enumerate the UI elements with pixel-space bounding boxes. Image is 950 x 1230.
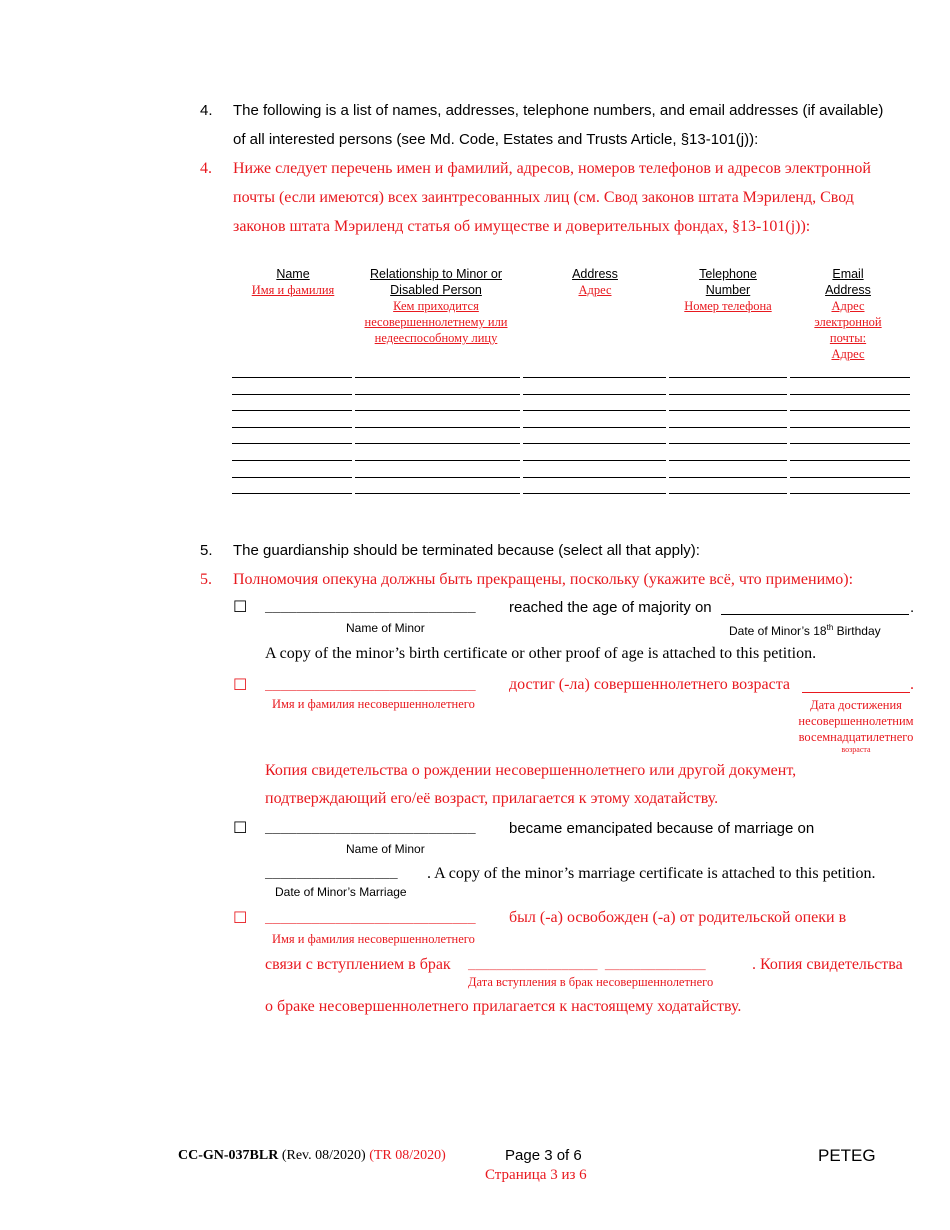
table-row-line[interactable] (523, 410, 666, 411)
column-header-name-en: Name (276, 267, 310, 281)
name-of-minor-blank-2-ru[interactable]: ___________________________ (265, 911, 476, 926)
checkbox-age-majority[interactable]: ☐ (233, 597, 248, 616)
footer-page-en: Page 3 of 6 (505, 1147, 582, 1164)
item-4-en-line2: of all interested persons (see Md. Code, Estates and Trusts Article, §13-101(j)): (233, 131, 759, 148)
name-of-minor-label-2-ru: Имя и фамилия несовершеннолетнего (272, 932, 475, 946)
item-4-ru-line1: Ниже следует перечень имен и фамилий, адресов, номеров телефонов и адресов электронной (233, 160, 871, 177)
column-header-address-ru: Адрес (578, 283, 612, 297)
footer-form-code: PETEG (818, 1146, 876, 1165)
table-row-line[interactable] (790, 410, 910, 411)
marriage-date-blank[interactable]: _________________ (265, 866, 398, 881)
table-row-line[interactable] (355, 427, 520, 428)
table-row-line[interactable] (232, 493, 352, 494)
table-row-line[interactable] (232, 377, 352, 378)
emancipated-text: became emancipated because of marriage on (509, 820, 815, 837)
item-4-text-ru (233, 154, 923, 241)
table-row-line[interactable] (669, 443, 787, 444)
form-id: CC-GN-037BLR (178, 1148, 279, 1163)
column-header-email-ru3: почты: (829, 331, 867, 345)
name-of-minor-label-1-ru: Имя и фамилия несовершеннолетнего (272, 697, 475, 711)
table-row-line[interactable] (790, 477, 910, 478)
table-row-line[interactable] (790, 460, 910, 461)
name-of-minor-blank-2[interactable]: ___________________________ (265, 821, 476, 836)
item-4-ru-number: 4. (200, 160, 212, 177)
table-row-line[interactable] (669, 493, 787, 494)
checkbox-age-majority-ru[interactable]: ☐ (233, 675, 248, 694)
column-header-email (796, 266, 900, 362)
table-row-line[interactable] (669, 477, 787, 478)
table-row-line[interactable] (523, 460, 666, 461)
emancipated-text-ru: был (-а) освобожден (-а) от родительской опеки в (509, 909, 847, 926)
column-header-address (524, 266, 666, 298)
table-row-line[interactable] (523, 427, 666, 428)
item-4-ru-line2: почты (если имеются) всех заинтресованных лиц (см. Свод законов штата Мэриленд, Свод (233, 189, 854, 206)
column-header-name-ru: Имя и фамилия (251, 283, 335, 297)
column-header-email-en2: Address (825, 283, 871, 297)
table-row-line[interactable] (355, 443, 520, 444)
marriage-line-ru-post: . Копия свидетельства (752, 956, 903, 973)
column-header-relationship-ru2: несовершеннолетнему или (364, 315, 508, 329)
name-of-minor-blank-1[interactable]: ___________________________ (265, 600, 476, 615)
column-header-telephone-en2: Number (705, 283, 751, 297)
column-header-email-ru4: Адрес (831, 347, 865, 361)
table-row-line[interactable] (669, 460, 787, 461)
column-header-email-ru1: Адрес (831, 299, 865, 313)
age-majority-text-ru: достиг (-ла) совершеннолетнего возраста (509, 676, 790, 693)
footer-form-id (178, 1148, 446, 1164)
table-row-line[interactable] (669, 377, 787, 378)
birth-certificate-note: A copy of the minor’s birth certificate or other proof of age is attached to this petition. (265, 645, 817, 662)
table-row-line[interactable] (790, 493, 910, 494)
table-row-line[interactable] (355, 493, 520, 494)
table-row-line[interactable] (523, 377, 666, 378)
marriage-line-ru-pre: связи с вступлением в брак (265, 956, 451, 973)
birthday-date-field[interactable] (721, 614, 909, 615)
birthday-label-post: Birthday (833, 624, 881, 638)
marriage-date-blank-ru[interactable]: __________________ ______________ (468, 959, 706, 973)
column-header-address-en: Address (572, 267, 618, 281)
column-header-relationship-en1: Relationship to Minor or (369, 267, 502, 281)
item-5-text-ru: Полномочия опекуна должны быть прекращены, поскольку (укажите всё, что применимо): (233, 571, 854, 588)
name-of-minor-blank-1-ru[interactable]: ___________________________ (265, 678, 476, 693)
birth-certificate-note-ru-1: Копия свидетельства о рождении несовершеннолетнего или другой документ, (265, 762, 797, 779)
table-row-line[interactable] (232, 460, 352, 461)
birthday-label-pre: Date of Minor’s 18 (729, 624, 827, 638)
table-row-line[interactable] (232, 477, 352, 478)
birthday-label-ru-2: несовершеннолетним (798, 714, 914, 728)
column-header-telephone-ru: Номер телефона (684, 299, 772, 313)
column-header-email-ru2: электронной (814, 315, 882, 329)
birthday-date-label-ru (786, 697, 926, 755)
footer-page-ru: Страница 3 из 6 (485, 1167, 587, 1183)
birthday-date-field-ru[interactable] (802, 692, 910, 693)
table-row-line[interactable] (669, 427, 787, 428)
item-4-ru-line3: законов штата Мэриленд статья об имуществе и доверительных фондах, §13-101(j)): (233, 218, 811, 235)
table-row-line[interactable] (232, 394, 352, 395)
column-header-telephone-en1: Telephone (699, 267, 757, 281)
table-row-line[interactable] (232, 427, 352, 428)
column-header-relationship-ru3: недееспособному лицу (374, 331, 498, 345)
name-of-minor-label-1: Name of Minor (346, 621, 425, 635)
table-row-line[interactable] (355, 477, 520, 478)
table-row-line[interactable] (669, 394, 787, 395)
column-header-telephone (668, 266, 788, 314)
table-row-line[interactable] (790, 443, 910, 444)
table-row-line[interactable] (790, 427, 910, 428)
birthday-label-ru-4: возраста (841, 745, 871, 754)
table-row-line[interactable] (355, 460, 520, 461)
table-row-line[interactable] (523, 477, 666, 478)
column-header-relationship-en2: Disabled Person (390, 283, 482, 297)
item-5-number: 5. (200, 542, 213, 559)
item-4-text-en (233, 96, 923, 154)
marriage-certificate-note-ru: о браке несовершеннолетнего прилагается к настоящему ходатайству. (265, 998, 742, 1015)
table-row-line[interactable] (355, 394, 520, 395)
table-row-line[interactable] (355, 410, 520, 411)
table-row-line[interactable] (669, 410, 787, 411)
birthday-label-ru-1: Дата достижения (810, 698, 902, 712)
table-row-line[interactable] (790, 377, 910, 378)
column-header-name (232, 266, 354, 298)
marriage-certificate-note: . A copy of the minor’s marriage certificate is attached to this petition. (427, 865, 876, 882)
birthday-label-sup: th (826, 623, 834, 632)
name-of-minor-label-2: Name of Minor (346, 842, 425, 856)
item-5-ru-number: 5. (200, 571, 212, 588)
marriage-date-label-ru: Дата вступления в брак несовершеннолетнего (468, 975, 714, 989)
marriage-date-label: Date of Minor’s Marriage (275, 885, 407, 899)
column-header-relationship (352, 266, 520, 346)
item-4-number: 4. (200, 102, 213, 119)
table-row-line[interactable] (790, 394, 910, 395)
age-majority-text: reached the age of majority on (509, 599, 712, 616)
table-row-line[interactable] (232, 410, 352, 411)
table-row-line[interactable] (523, 443, 666, 444)
item-5-text-en: The guardianship should be terminated because (select all that apply): (233, 542, 700, 559)
item-4-en-line1: The following is a list of names, addresses, telephone numbers, and email addresses (if available) (233, 102, 884, 119)
form-revision: (Rev. 08/2020) (281, 1148, 366, 1163)
table-row-line[interactable] (232, 443, 352, 444)
checkbox-emancipated[interactable]: ☐ (233, 818, 248, 837)
table-row-line[interactable] (523, 394, 666, 395)
form-translation-rev: (TR 08/2020) (369, 1148, 446, 1163)
column-header-relationship-ru1: Кем приходится (393, 299, 479, 313)
table-row-line[interactable] (523, 493, 666, 494)
birth-certificate-note-ru-2: подтверждающий его/её возраст, прилагается к этому ходатайству. (265, 790, 719, 807)
birthday-label-ru-3: восемнадцатилетнего (798, 730, 914, 744)
birthday-date-label (729, 621, 881, 638)
table-row-line[interactable] (355, 377, 520, 378)
checkbox-emancipated-ru[interactable]: ☐ (233, 908, 248, 927)
column-header-email-en1: Email (832, 267, 864, 281)
